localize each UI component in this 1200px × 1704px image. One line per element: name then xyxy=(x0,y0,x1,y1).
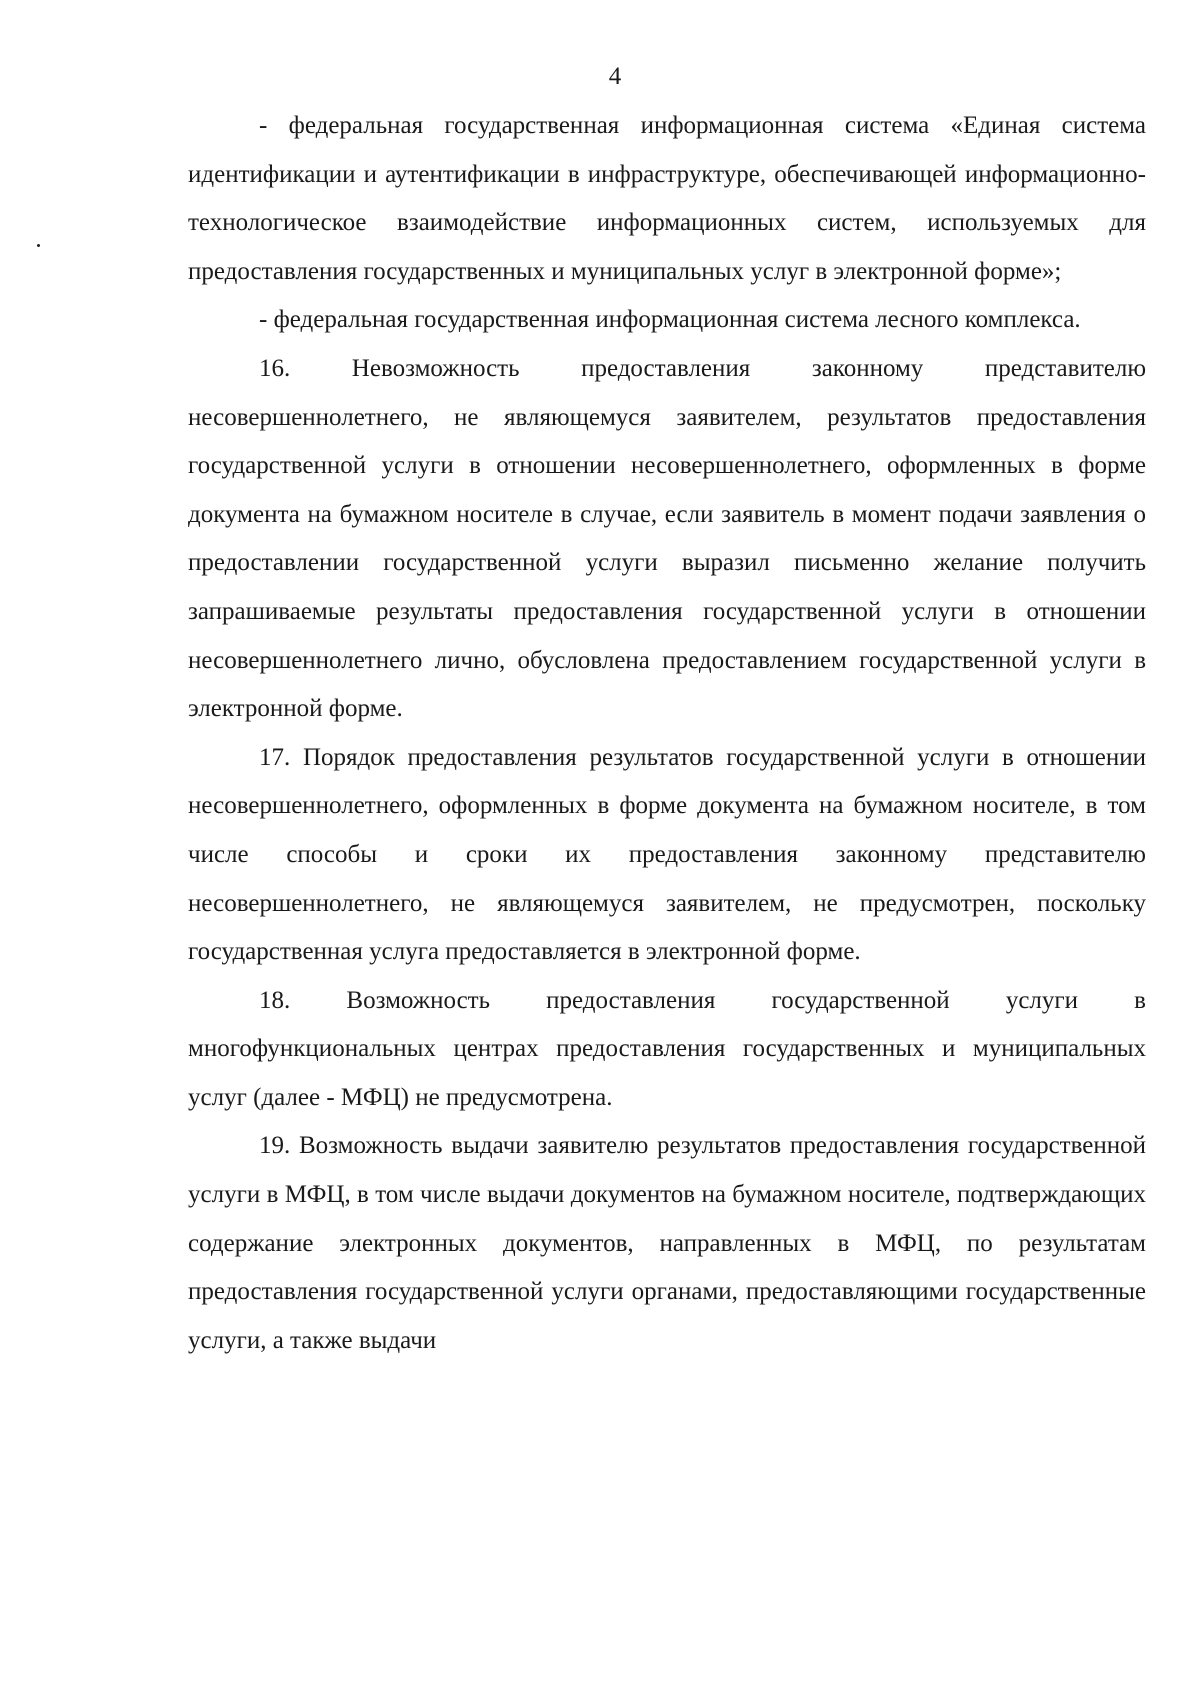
paragraph-item-16: 16. Невозможность предоставления законному представителю несовершеннолетнего, не являющемуся заявителем, результатов предоставления государственной услуги в отношении несовершеннолетнего, оформленных в форме документа на бумажном носителе в случае, если заявитель в момент подачи заявления о предоставлении государственной услуги выразил письменно желание получить запрашиваемые результаты предоставления государственной услуги в отношении несовершеннолетнего лично, обусловлена предоставлением государственной услуги в электронной форме. xyxy=(188,354,1146,723)
paragraph-bullet-esia: - федеральная государственная информационная система «Единая система идентификации и аутентификации в инфраструктуре, обеспечивающей информационно-технологическое взаимодействие информационных систем, используемых для предоставления государственных и муниципальных услуг в электронной форме»; xyxy=(188,112,1146,285)
page-number: 4 xyxy=(608,63,622,90)
paragraph-item-17: 17. Порядок предоставления результатов государственной услуги в отношении несовершеннолетнего, оформленных в форме документа на бумажном носителе, в том числе способы и сроки их предоставления законному представителю несовершеннолетнего, не являющемуся заявителем, не предусмотрен, поскольку государственная услуга предоставляется в электронной форме. xyxy=(188,743,1146,966)
paragraph-item-19: 19. Возможность выдачи заявителю результатов предоставления государственной услуги в МФЦ, в том числе выдачи документов на бумажном носителе, подтверждающих содержание электронных документов, направленных в МФЦ, по результатам предоставления государственной услуги органами, предоставляющими государственные услуги, а также выдачи xyxy=(188,1132,1146,1354)
paragraph-bullet-forest-system: - федеральная государственная информационная система лесного комплекса. xyxy=(259,306,1081,334)
paragraph-item-18: 18. Возможность предоставления государственной услуги в многофункциональных центрах предоставления государственных и муниципальных услуг (далее - МФЦ) не предусмотрена. xyxy=(188,986,1146,1111)
document-body xyxy=(188,102,1146,1365)
stray-ink-mark xyxy=(37,244,40,247)
